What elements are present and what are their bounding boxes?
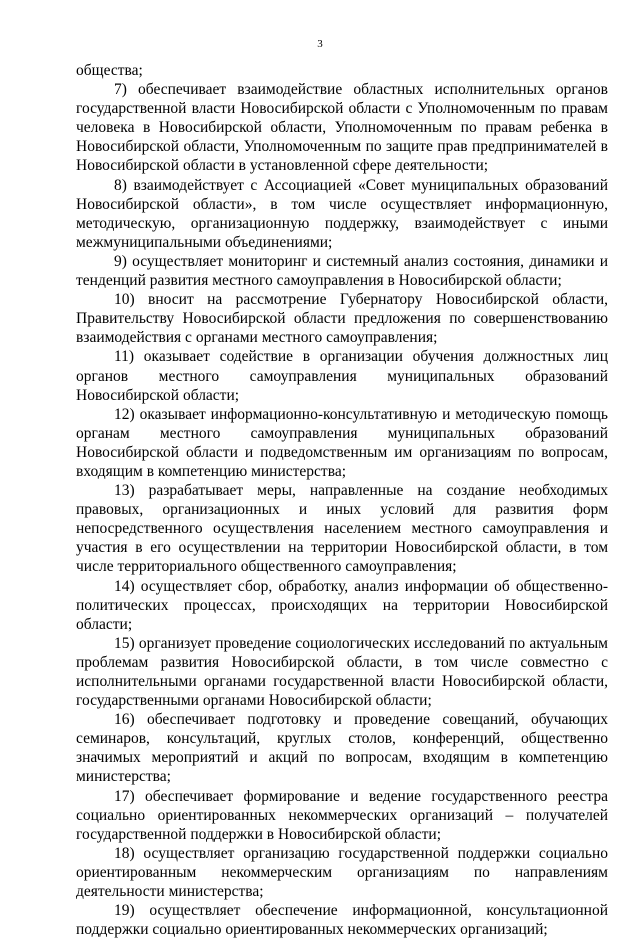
paragraph-item-9: 9) осуществляет мониторинг и системный анализ состояния, динамики и тенденций развития местного самоуправления в Новосибирской области; — [76, 252, 608, 290]
document-body — [76, 61, 608, 939]
paragraph-item-11: 11) оказывает содействие в организации обучения должностных лиц органов местного самоуправления муниципальных образований Новосибирской области; — [76, 348, 608, 404]
paragraph-continuation: общества; — [76, 62, 143, 79]
paragraph-item-8: 8) взаимодействует с Ассоциацией «Совет муниципальных образований Новосибирской области», в том числе осуществляет информационную, методическую, организационную поддержку, взаимодействует с иными межмуниципальными объединениями; — [76, 176, 608, 251]
paragraph-item-12: 12) оказывает информационно-консультативную и методическую помощь органам местного самоуправления муниципальных образований Новосибирской области и подведомственным им организациям по вопросам, входящим в компетенцию министерства; — [76, 405, 608, 480]
paragraph-item-10: 10) вносит на рассмотрение Губернатору Новосибирской области, Правительству Новосибирской области предложения по совершенствованию взаимодействия с органами местного самоуправления; — [76, 291, 608, 347]
paragraph-item-15: 15) организует проведение социологических исследований по актуальным проблемам развития Новосибирской области, в том числе совместно с исполнительными органами государственной власти Новосибирской области, государственными органами Новосибирской области; — [76, 634, 608, 710]
paragraph-item-19: 19) осуществляет обеспечение информационной, консультационной поддержки социально ориентированных некоммерческих организаций; — [76, 902, 608, 939]
paragraph-item-14: 14) осуществляет сбор, обработку, анализ информации об общественно-политических процессах, происходящих на территории Новосибирской области; — [76, 577, 608, 633]
paragraph-item-13: 13) разрабатывает меры, направленные на создание необходимых правовых, организационных и иных условий для развития форм непосредственного осуществления населением местного самоуправления и участия в его осуществлении на территории Новосибирской области, в том числе территориального общественного самоуправления; — [76, 482, 608, 576]
paragraph-item-18: 18) осуществляет организацию государственной поддержки социально ориентированным некоммерческим организациям по направлениям деятельности министерства; — [76, 844, 608, 901]
page-number: 3 — [317, 38, 323, 50]
paragraph-item-16: 16) обеспечивает подготовку и проведение совещаний, обучающих семинаров, консультаций, круглых столов, конференций, общественно значимых мероприятий и акций по вопросам, входящим в компетенцию министерства; — [76, 711, 608, 786]
paragraph-item-17: 17) обеспечивает формирование и ведение государственного реестра социально ориентированных некоммерческих организаций – получателей государственной поддержки в Новосибирской области; — [76, 787, 608, 843]
paragraph-item-7: 7) обеспечивает взаимодействие областных исполнительных органов государственной власти Новосибирской области с Уполномоченным по правам человека в Новосибирской области, Уполномоченным по правам ребенка в Новосибирской области, Уполномоченным по защите прав предпринимателей в Новосибирской области в установленной сфере деятельности; — [76, 81, 608, 175]
